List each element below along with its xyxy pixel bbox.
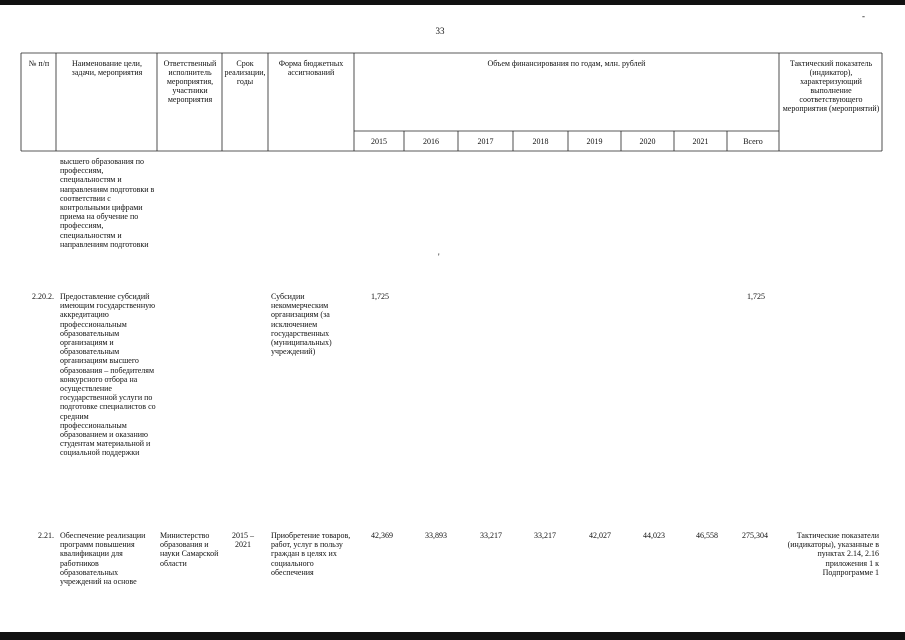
row-2-21-2020: 44,023 [643,531,665,540]
header-executor: Ответственный исполнитель мероприятия, участники мероприятия [163,59,217,104]
year-2020: 2020 [639,137,656,146]
row-2-20-2-name: Предоставление субсидий имеющим государственную аккредитацию профессиональным образовательным организациям и образовательным организациям высшего образования – победителям конкурсного отбора на осуществление государственной услуги по подготовке специалистов со средним профессиональным образованием и оказанию студентам материальной и социальной поддержки [60,292,156,458]
header-period: Срок реализации, годы [224,59,266,86]
row-2-21-2019: 42,027 [589,531,611,540]
row-2-21-period: 2015 – 2021 [232,531,254,550]
header-financing: Объем финансирования по годам, млн. рублей [487,59,646,68]
year-2018: 2018 [532,137,549,146]
year-2017: 2017 [477,137,494,146]
row-2-20-2-number: 2.20.2. [32,292,54,301]
row-2-21-total: 275,304 [742,531,768,540]
row-2-21-indicator: Тактические показатели (индикаторы), указанные в пунктах 2.14, 2.16 приложения 1 к Подпрограмме 1 [787,531,879,577]
row-2-21-2018: 33,217 [534,531,556,540]
row-2-20-2-form: Субсидии некоммерческим организациям (за исключением государственных (муниципальных) учреждений) [271,292,332,357]
page-number: 33 [435,26,445,36]
row-2-21-number: 2.21. [38,531,54,540]
bottom-scan-border [0,632,905,640]
row-2-20-2-2015: 1,725 [371,292,389,301]
header-name: Наименование цели, задачи, мероприятия [71,59,143,77]
scan-speck: ' [438,252,440,262]
year-2015: 2015 [371,137,387,146]
row-2-21-2015: 42,369 [371,531,393,540]
header-number: № п/п [28,59,50,68]
header-indicator: Тактический показатель (индикатор), характеризующий выполнение соответствующего мероприятия (мероприятий) [782,59,880,113]
row-2-21-2017: 33,217 [480,531,502,540]
row-2-21-executor: Министерство образования и науки Самарской области [160,531,219,568]
header-form: Форма бюджетных ассигнований [278,59,344,77]
row-continuation-name: высшего образования по профессиям, специальностям и направлениям подготовки в соответствии с контрольными цифрами приема на обучение по профессиям, специальностям и направлениям подготовки [60,157,155,249]
year-total: Всего [743,137,763,146]
row-2-20-2-total: 1,725 [747,292,765,301]
scan-speck: - [862,11,865,21]
year-2021: 2021 [692,137,709,146]
row-2-21-2016: 33,893 [425,531,447,540]
year-2019: 2019 [586,137,603,146]
row-2-21-2021: 46,558 [696,531,718,540]
row-2-21-name: Обеспечение реализации программ повышения квалификации для работников образовательных учреждений на основе [60,531,146,587]
year-2016: 2016 [423,137,439,146]
row-2-21-form: Приобретение товаров, работ, услуг в пользу граждан в целях их социального обеспечения [271,531,351,577]
